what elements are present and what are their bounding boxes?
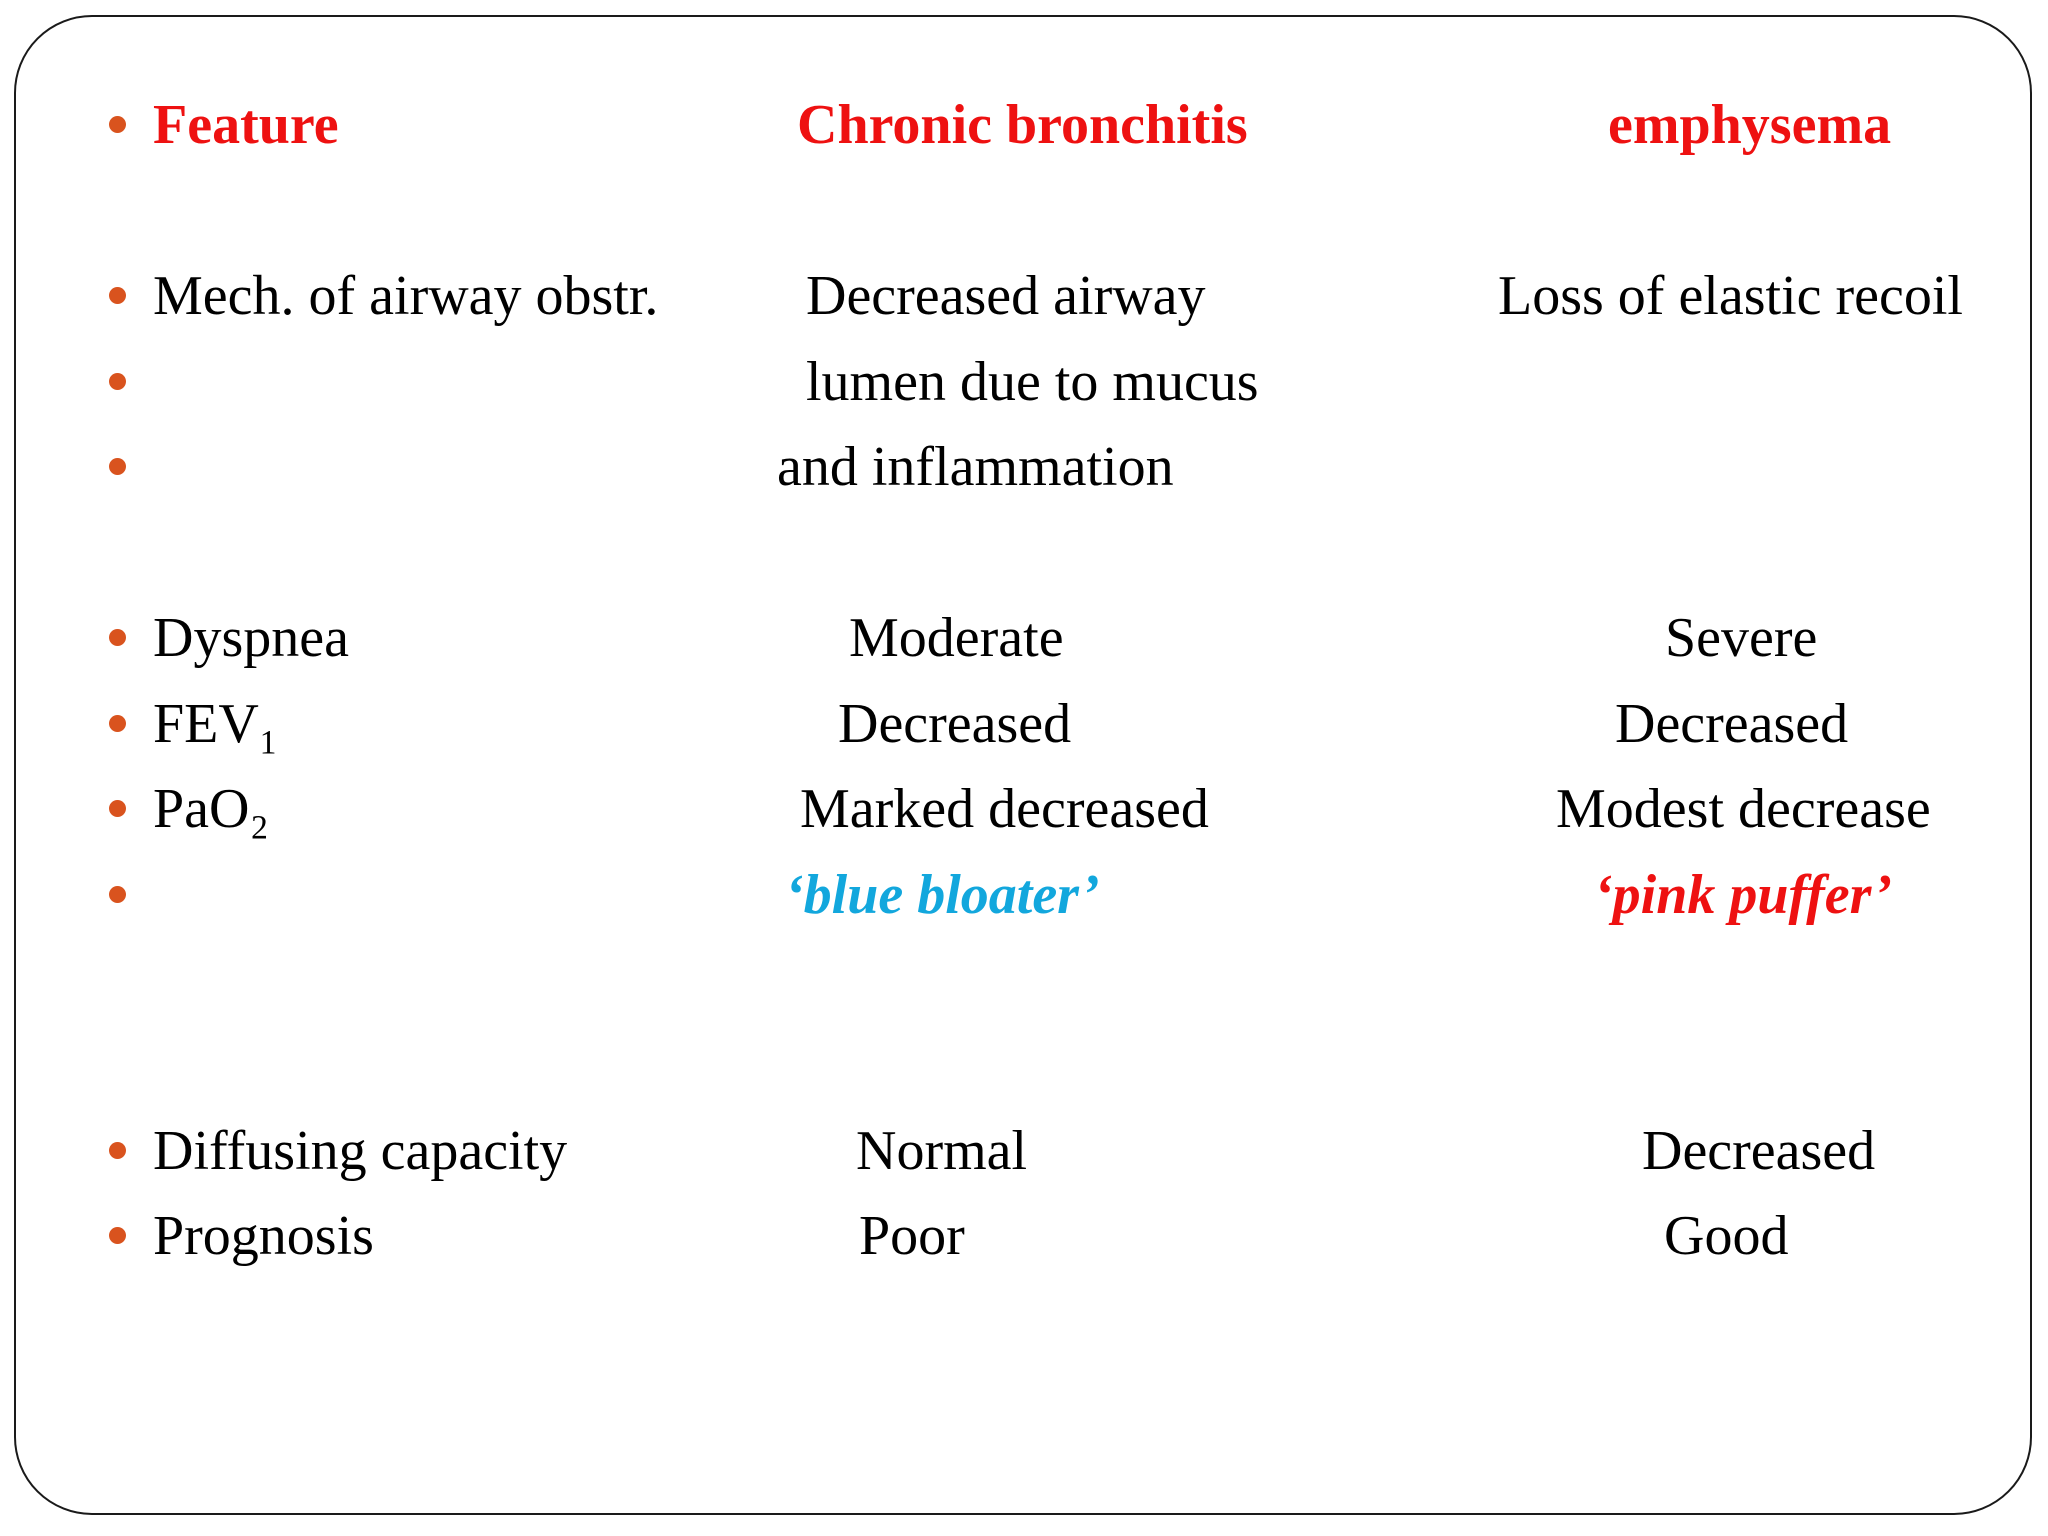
bullet-icon bbox=[109, 886, 126, 903]
pink-puffer-label: ‘pink puffer’ bbox=[1594, 864, 1893, 926]
dyspnea-label: Dyspnea bbox=[153, 607, 349, 669]
bullet-icon bbox=[109, 458, 126, 475]
header-chronic-bronchitis: Chronic bronchitis bbox=[797, 94, 1248, 156]
mechanism-emphysema: Loss of elastic recoil bbox=[1498, 265, 1963, 327]
bullet-icon bbox=[109, 116, 126, 133]
bullet-icon bbox=[109, 715, 126, 732]
diffusing-emphysema: Decreased bbox=[1642, 1120, 1876, 1182]
pao2-bronchitis: Marked decreased bbox=[800, 778, 1209, 840]
mechanism-bronchitis-line1: Decreased airway bbox=[806, 265, 1206, 327]
mechanism-bronchitis-line3: and inflammation bbox=[777, 436, 1174, 498]
bullet-icon bbox=[109, 1227, 126, 1244]
mechanism-label: Mech. of airway obstr. bbox=[153, 265, 659, 327]
dyspnea-bronchitis: Moderate bbox=[849, 607, 1064, 669]
bullet-icon bbox=[109, 1142, 126, 1159]
slide-frame bbox=[14, 15, 2032, 1515]
pao2-emphysema: Modest decrease bbox=[1556, 778, 1931, 840]
blue-bloater-label: ‘blue bloater’ bbox=[785, 864, 1100, 926]
header-feature: Feature bbox=[153, 94, 339, 156]
header-emphysema: emphysema bbox=[1608, 94, 1892, 156]
dyspnea-emphysema: Severe bbox=[1665, 607, 1818, 669]
prognosis-bronchitis: Poor bbox=[859, 1205, 965, 1267]
prognosis-label: Prognosis bbox=[153, 1205, 374, 1267]
bullet-icon bbox=[109, 800, 126, 817]
pao2-label: PaO₂ bbox=[153, 778, 269, 840]
diffusing-label: Diffusing capacity bbox=[153, 1120, 568, 1182]
prognosis-emphysema: Good bbox=[1664, 1205, 1789, 1267]
mechanism-bronchitis-line2: lumen due to mucus bbox=[806, 351, 1259, 413]
bullet-icon bbox=[109, 287, 126, 304]
fev1-emphysema: Decreased bbox=[1615, 693, 1849, 755]
bullet-icon bbox=[109, 629, 126, 646]
fev1-label: FEV₁ bbox=[153, 693, 279, 755]
fev1-bronchitis: Decreased bbox=[838, 693, 1072, 755]
diffusing-bronchitis: Normal bbox=[856, 1120, 1028, 1182]
bullet-icon bbox=[109, 373, 126, 390]
